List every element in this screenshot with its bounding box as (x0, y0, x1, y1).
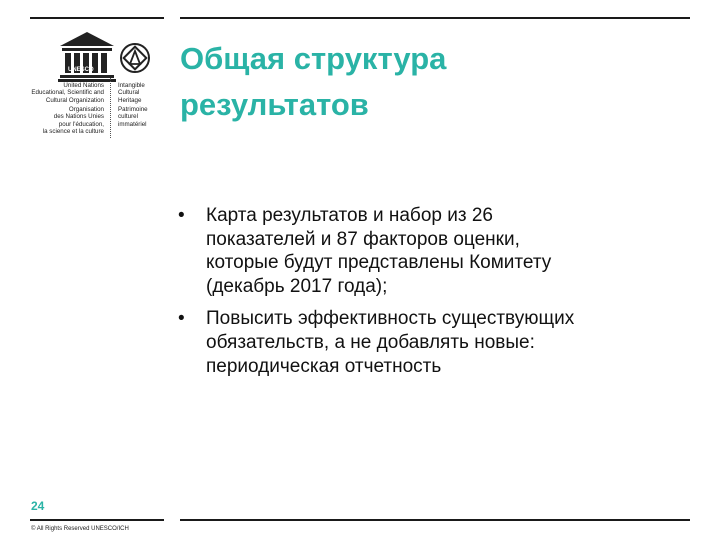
copyright-notice: © All Rights Reserved UNESCO/ICH (31, 526, 129, 532)
logo-ich-en-line: Intangible (118, 82, 145, 89)
bullet-line: Карта результатов и набор из 26 (206, 205, 493, 226)
logo-org-en (31, 82, 104, 104)
slide-title-line: Общая структура (180, 41, 447, 76)
top-rule-left (30, 17, 164, 19)
logo-org-en-line: Cultural Organization (45, 96, 104, 104)
logo-org-fr-line: la science et la culture (42, 128, 104, 136)
logo-org-fr-line: des Nations Unies (53, 113, 104, 121)
logo-org-fr-line: Organisation (68, 106, 104, 113)
bullet-line: (декабрь 2017 года); (206, 275, 388, 297)
logo-org-en-line: Educational, Scientific and (31, 89, 104, 97)
slide-title (180, 36, 680, 128)
logo-ich-en-line: Heritage (118, 96, 142, 104)
logo-ich-en-line: Cultural (118, 89, 140, 97)
ich-emblem-icon (119, 42, 151, 74)
bullet-marker: • (178, 308, 185, 330)
bullet-line: Повысить эффективность существующих (206, 308, 575, 330)
logo-org-en-line: United Nations (63, 82, 104, 89)
unesco-ich-logo (30, 28, 170, 138)
unesco-temple-icon (58, 30, 116, 82)
bullet-line: которые будут представлены Комитету (206, 252, 552, 274)
bullet-list (178, 204, 678, 387)
unesco-wordmark: UNESCO (68, 67, 94, 73)
logo-ich-fr-line: immatériel (118, 120, 147, 128)
slide-title-line: результатов (180, 87, 369, 122)
bullet-line: периодическая отчетность (206, 355, 442, 377)
logo-ich-fr-line: culturel (118, 113, 138, 121)
bottom-rule-left (30, 519, 164, 521)
logo-ich-en (118, 82, 145, 104)
page-number: 24 (31, 499, 45, 513)
bottom-rule-right (180, 519, 690, 521)
logo-divider (110, 78, 112, 138)
logo-org-fr (43, 106, 104, 136)
logo-org-fr-line: pour l'éducation, (58, 120, 104, 128)
bullet-line: показателей и 87 факторов оценки, (206, 228, 520, 250)
logo-ich-fr-line: Patrimoine (118, 106, 148, 113)
bullet-item (178, 204, 678, 298)
logo-ich-fr (118, 106, 148, 128)
bullet-marker: • (178, 205, 185, 226)
bullet-line: обязательств, а не добавлять новые: (206, 331, 535, 353)
top-rule-right (180, 17, 690, 19)
bullet-item (178, 307, 678, 378)
